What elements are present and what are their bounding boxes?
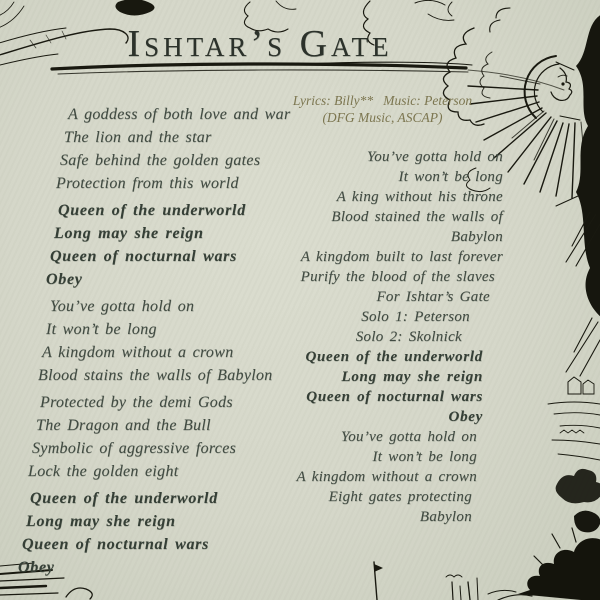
lyric-line: It won’t be long: [398, 169, 503, 185]
lyric-line: Long may she reign: [26, 513, 176, 530]
lyric-line: Lock the golden eight: [28, 463, 179, 480]
lyric-line: You’ve gotta hold on: [50, 298, 195, 315]
lyric-line: Queen of nocturnal wars: [306, 389, 483, 405]
lyric-line: Obey: [46, 271, 83, 288]
lyric-line: Queen of the underworld: [58, 202, 246, 219]
lyric-line: Safe behind the golden gates: [60, 152, 261, 169]
lyric-line: It won’t be long: [46, 321, 157, 338]
lyric-line: A kingdom without a crown: [42, 344, 234, 361]
lyric-line: Queen of nocturnal wars: [50, 248, 238, 265]
lyric-line: Obey: [18, 559, 55, 576]
ink-underline-flourish: [52, 62, 564, 90]
solo-credits: [280, 307, 508, 347]
credits-line-1: Lyrics: Billy** Music: Peterson: [292, 93, 473, 108]
lyric-line: A kingdom without a crown: [296, 469, 477, 485]
lyric-line: Symbolic of aggressive forces: [32, 440, 237, 457]
stanza-chorus-3: [280, 347, 508, 427]
lyrics-left-column: [18, 103, 307, 583]
stanza-verse-1: [22, 103, 307, 195]
stanza-verse-5: [280, 247, 508, 307]
lyric-line: Eight gates protecting Babylon: [328, 489, 472, 525]
solo-credit-line: Solo 2: Skolnick: [355, 329, 462, 345]
lyric-line: You’ve gotta hold on: [340, 429, 477, 445]
stanza-verse-6: [280, 427, 508, 527]
stanza-verse-4: [280, 147, 508, 247]
lyric-line: For Ishtar’s Gate: [376, 289, 490, 305]
credits-line-2: (DFG Music, ASCAP): [322, 110, 443, 125]
lyric-line: A kingdom built to last forever: [300, 249, 503, 265]
lyric-line: Protection from this world: [56, 175, 239, 192]
dark-cloud-mass-engraving: [556, 14, 600, 376]
lyric-line: A king without his throne: [336, 189, 503, 205]
lyric-line: Queen of the underworld: [305, 349, 483, 365]
lyric-line: Purify the blood of the slaves: [300, 269, 495, 285]
stanza-chorus-1: [22, 199, 307, 291]
page-title: Ishtar’s Gate: [127, 23, 393, 65]
lyric-line: It won’t be long: [372, 449, 477, 465]
lyric-line: The Dragon and the Bull: [36, 417, 211, 434]
lyric-line: Long may she reign: [54, 225, 204, 242]
credits-block: [285, 92, 480, 126]
lyric-line: Blood stains the walls of Babylon: [38, 367, 273, 384]
lyric-line: A goddess of both love and war: [68, 106, 291, 123]
lyric-line: The lion and the star: [64, 129, 212, 146]
lyric-line: Obey: [448, 409, 483, 425]
solo-credit-line: Solo 1: Peterson: [361, 309, 470, 325]
stanza-verse-2: [22, 295, 307, 387]
stanza-verse-3: [22, 391, 307, 483]
lyrics-right-column: [280, 147, 508, 527]
lyric-line: Queen of the underworld: [30, 490, 218, 507]
lyric-line: Queen of nocturnal wars: [22, 536, 210, 553]
lyric-line: You’ve gotta hold on: [366, 149, 503, 165]
lyric-line: Blood stained the walls of Babylon: [331, 209, 503, 245]
stanza-chorus-2: [18, 487, 307, 579]
buildings-and-field-engraving: [548, 377, 600, 460]
lyric-line: Protected by the demi Gods: [40, 394, 233, 411]
lyric-line: Long may she reign: [341, 369, 483, 385]
